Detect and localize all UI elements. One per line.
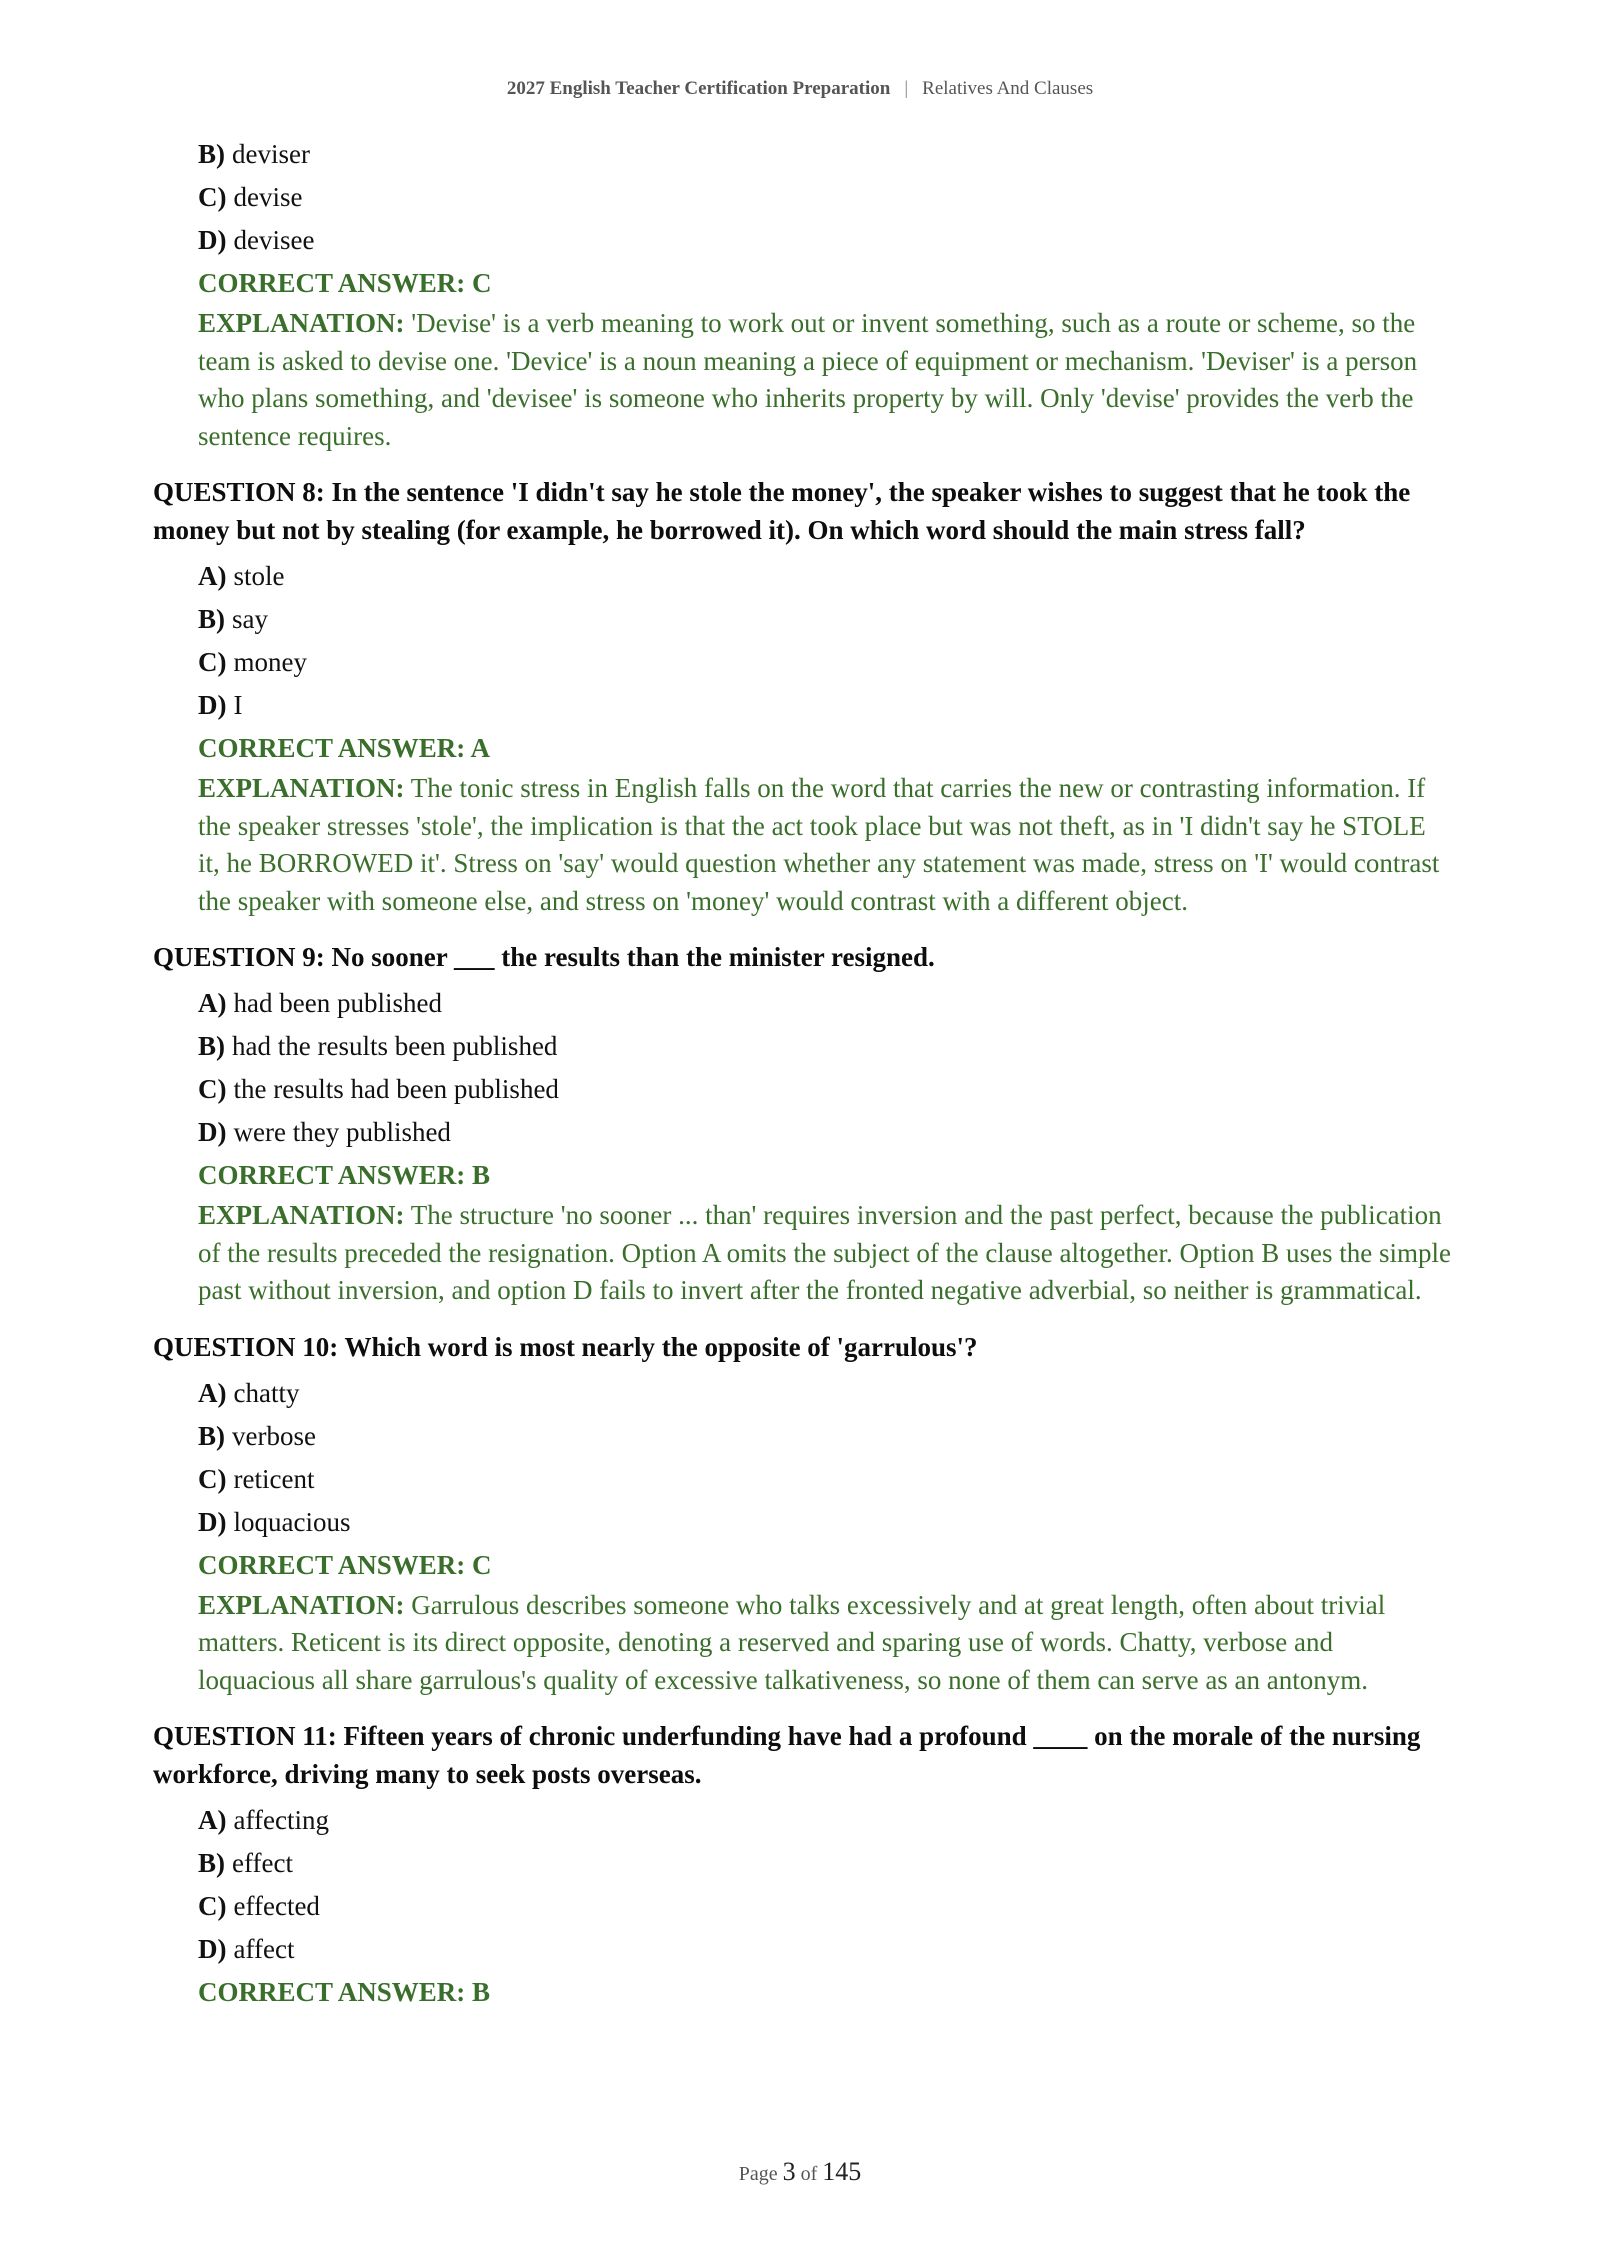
- option-text: were they published: [233, 1117, 451, 1147]
- option-text: I: [233, 690, 243, 720]
- explanation: [198, 305, 1453, 455]
- option-letter: D): [198, 1117, 227, 1147]
- question-prompt: QUESTION 8: In the sentence 'I didn't say he stole the money', the speaker wishes to suggest that he took the money but not by stealing (for example, he borrowed it). On which word should the main stress fall?: [153, 477, 1411, 545]
- option-a: [198, 555, 1453, 598]
- explanation-label: EXPLANATION:: [198, 308, 405, 338]
- running-header: [0, 76, 1600, 102]
- option-c: [198, 641, 1453, 684]
- option-b: [198, 598, 1453, 641]
- option-text: effected: [233, 1891, 320, 1921]
- option-letter: C): [198, 1463, 227, 1494]
- option-b: [198, 133, 1453, 176]
- option-letter: B): [198, 1848, 225, 1878]
- option-d: [198, 684, 1453, 727]
- option-b: [198, 1025, 1453, 1068]
- of-word: of: [800, 2163, 818, 2185]
- option-b: [198, 1842, 1453, 1885]
- option-text: deviser: [232, 139, 310, 169]
- option-text: the results had been published: [233, 1074, 559, 1104]
- question-prompt: QUESTION 10: Which word is most nearly the opposite of 'garrulous'?: [153, 1331, 978, 1362]
- option-letter: B): [198, 139, 225, 169]
- explanation-text: 'Devise' is a verb meaning to work out or invent something, such as a route or scheme, so the team is asked to devise one. 'Device' is a noun meaning a piece of equipment or mechanism. 'Deviser' is a person who plans something, and 'devisee' is someone who inherits property by will. Only 'devise' provides the verb the sentence requires.: [198, 308, 1418, 451]
- option-letter: A): [198, 561, 227, 591]
- options-list: [198, 1799, 1453, 1971]
- document-title: 2027 English Teacher Certification Preparation: [506, 78, 891, 99]
- correct-answer: CORRECT ANSWER: C: [198, 1549, 492, 1580]
- option-letter: C): [198, 647, 227, 677]
- option-text: verbose: [232, 1420, 316, 1451]
- page-number: 3: [782, 2157, 796, 2186]
- option-c: [198, 1068, 1453, 1111]
- options-list: [198, 555, 1453, 727]
- option-letter: A): [198, 1805, 227, 1835]
- option-text: chatty: [233, 1377, 300, 1408]
- option-text: devisee: [233, 225, 315, 255]
- question-prompt: QUESTION 9: No sooner ___ the results than the minister resigned.: [153, 942, 935, 972]
- option-c: [198, 1458, 1453, 1501]
- option-letter: D): [198, 1506, 227, 1537]
- explanation-text: The structure 'no sooner ... than' requires inversion and the past perfect, because the publication of the results preceded the resignation. Option A omits the subject of the clause altogether. Option B uses the simple past without inversion, and option D fails to invert after the fronted negative adverbial, so neither is grammatical.: [198, 1200, 1451, 1305]
- explanation-label: EXPLANATION:: [198, 1589, 405, 1620]
- option-a: [198, 1799, 1453, 1842]
- explanation-label: EXPLANATION:: [198, 1200, 405, 1230]
- option-text: affecting: [233, 1805, 329, 1835]
- question-9: [153, 938, 1453, 1310]
- question-11: [153, 1717, 1453, 2014]
- option-letter: A): [198, 988, 227, 1018]
- option-letter: B): [198, 604, 225, 634]
- options-list: [198, 1372, 1453, 1544]
- option-letter: B): [198, 1031, 225, 1061]
- option-text: loquacious: [233, 1506, 351, 1537]
- page-footer: [0, 2157, 1600, 2189]
- total-pages: 145: [822, 2157, 862, 2186]
- explanation: [198, 770, 1453, 920]
- option-letter: B): [198, 1420, 225, 1451]
- option-d: [198, 1928, 1453, 1971]
- option-text: affect: [233, 1934, 295, 1964]
- section-title: Relatives And Clauses: [922, 78, 1094, 99]
- explanation-label: EXPLANATION:: [198, 773, 405, 803]
- question-10: [153, 1328, 1453, 1700]
- question-list: [153, 133, 1453, 2014]
- option-c: [198, 176, 1453, 219]
- option-letter: C): [198, 1074, 227, 1104]
- option-a: [198, 1372, 1453, 1415]
- option-b: [198, 1415, 1453, 1458]
- option-letter: D): [198, 690, 227, 720]
- option-d: [198, 1111, 1453, 1154]
- question-7-continuation: [153, 133, 1453, 455]
- option-text: reticent: [233, 1463, 315, 1494]
- options-list: [198, 133, 1453, 262]
- question-prompt: QUESTION 11: Fifteen years of chronic underfunding have had a profound ____ on the morale of the nursing workforce, driving many to seek posts overseas.: [153, 1721, 1421, 1789]
- question-8: [153, 473, 1453, 920]
- correct-answer: CORRECT ANSWER: C: [198, 268, 492, 298]
- explanation-text: Garrulous describes someone who talks excessively and at great length, often about trivial matters. Reticent is its direct opposite, denoting a reserved and sparing use of words. Chatty, verbose and loquacious all share garrulous's quality of excessive talkativeness, so none of them can serve as an antonym.: [198, 1589, 1386, 1695]
- option-letter: A): [198, 1377, 227, 1408]
- option-d: [198, 219, 1453, 262]
- option-letter: C): [198, 182, 227, 212]
- option-letter: D): [198, 1934, 227, 1964]
- explanation-text: The tonic stress in English falls on the word that carries the new or contrasting information. If the speaker stresses 'stole', the implication is that the act took place but was not theft, as in 'I didn't say he STOLE it, he BORROWED it'. Stress on 'say' would question whether any statement was made, stress on 'I' would contrast the speaker with someone else, and stress on 'money' would contrast with a different object.: [198, 773, 1440, 916]
- option-text: had been published: [233, 988, 442, 1018]
- header-separator: |: [904, 78, 909, 99]
- correct-answer: CORRECT ANSWER: B: [198, 1160, 491, 1190]
- page-word: Page: [738, 2163, 778, 2185]
- option-letter: D): [198, 225, 227, 255]
- option-text: devise: [233, 182, 303, 212]
- option-text: say: [232, 604, 268, 634]
- option-text: stole: [233, 561, 285, 591]
- option-text: money: [233, 647, 307, 677]
- explanation: [198, 1587, 1453, 1700]
- explanation: [198, 1197, 1453, 1310]
- option-text: effect: [232, 1848, 293, 1878]
- option-c: [198, 1885, 1453, 1928]
- option-letter: C): [198, 1891, 227, 1921]
- options-list: [198, 982, 1453, 1154]
- option-text: had the results been published: [232, 1031, 558, 1061]
- correct-answer: CORRECT ANSWER: A: [198, 733, 491, 763]
- option-d: [198, 1501, 1453, 1544]
- option-a: [198, 982, 1453, 1025]
- correct-answer: CORRECT ANSWER: B: [198, 1977, 491, 2007]
